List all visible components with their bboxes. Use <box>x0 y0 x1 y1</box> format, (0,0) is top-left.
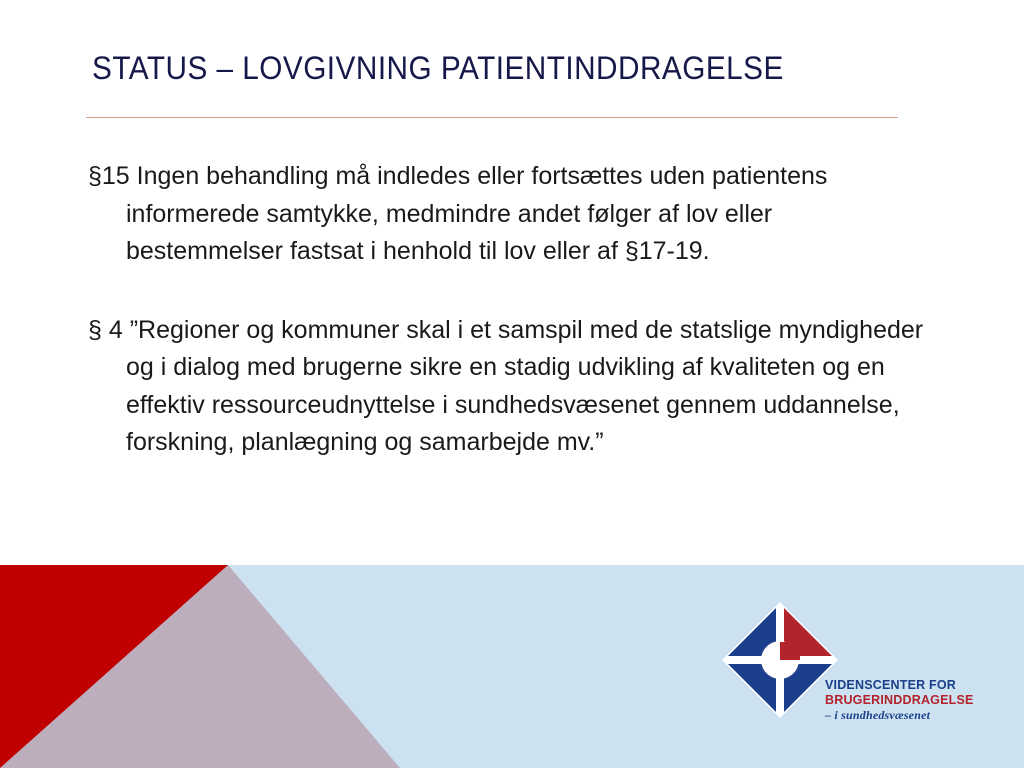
logo-line-brugerinddragelse: BRUGERINDDRAGELSE <box>825 693 974 707</box>
title-divider <box>86 117 898 118</box>
slide-body <box>88 158 928 462</box>
logo-diamond-icon <box>720 600 840 720</box>
decorative-bottom-band <box>0 565 1024 768</box>
logo-wordmark <box>825 678 974 723</box>
logo-line-sundhedsvaesenet: – i sundhedsvæsenet <box>825 708 931 722</box>
logo-line-videnscenter: VIDENSCENTER FOR <box>825 678 956 692</box>
slide-title: STATUS – LOVGIVNING PATIENTINDDRAGELSE <box>92 50 784 86</box>
paragraph-section-15: §15 Ingen behandling må indledes eller fortsættes uden patientens informerede samtykke, medmindre andet følger af lov eller bestemmelser fastsat i henhold til lov eller af §17-19. <box>88 162 828 265</box>
paragraph-section-4: § 4 ”Regioner og kommuner skal i et samspil med de statslige myndigheder og i dialog med brugerne sikre en stadig udvikling af kvaliteten og en effektiv ressourceudnyttelse i sundhedsvæsenet gennem uddannelse, forskning, planlægning og samarbejde mv.” <box>88 315 924 456</box>
